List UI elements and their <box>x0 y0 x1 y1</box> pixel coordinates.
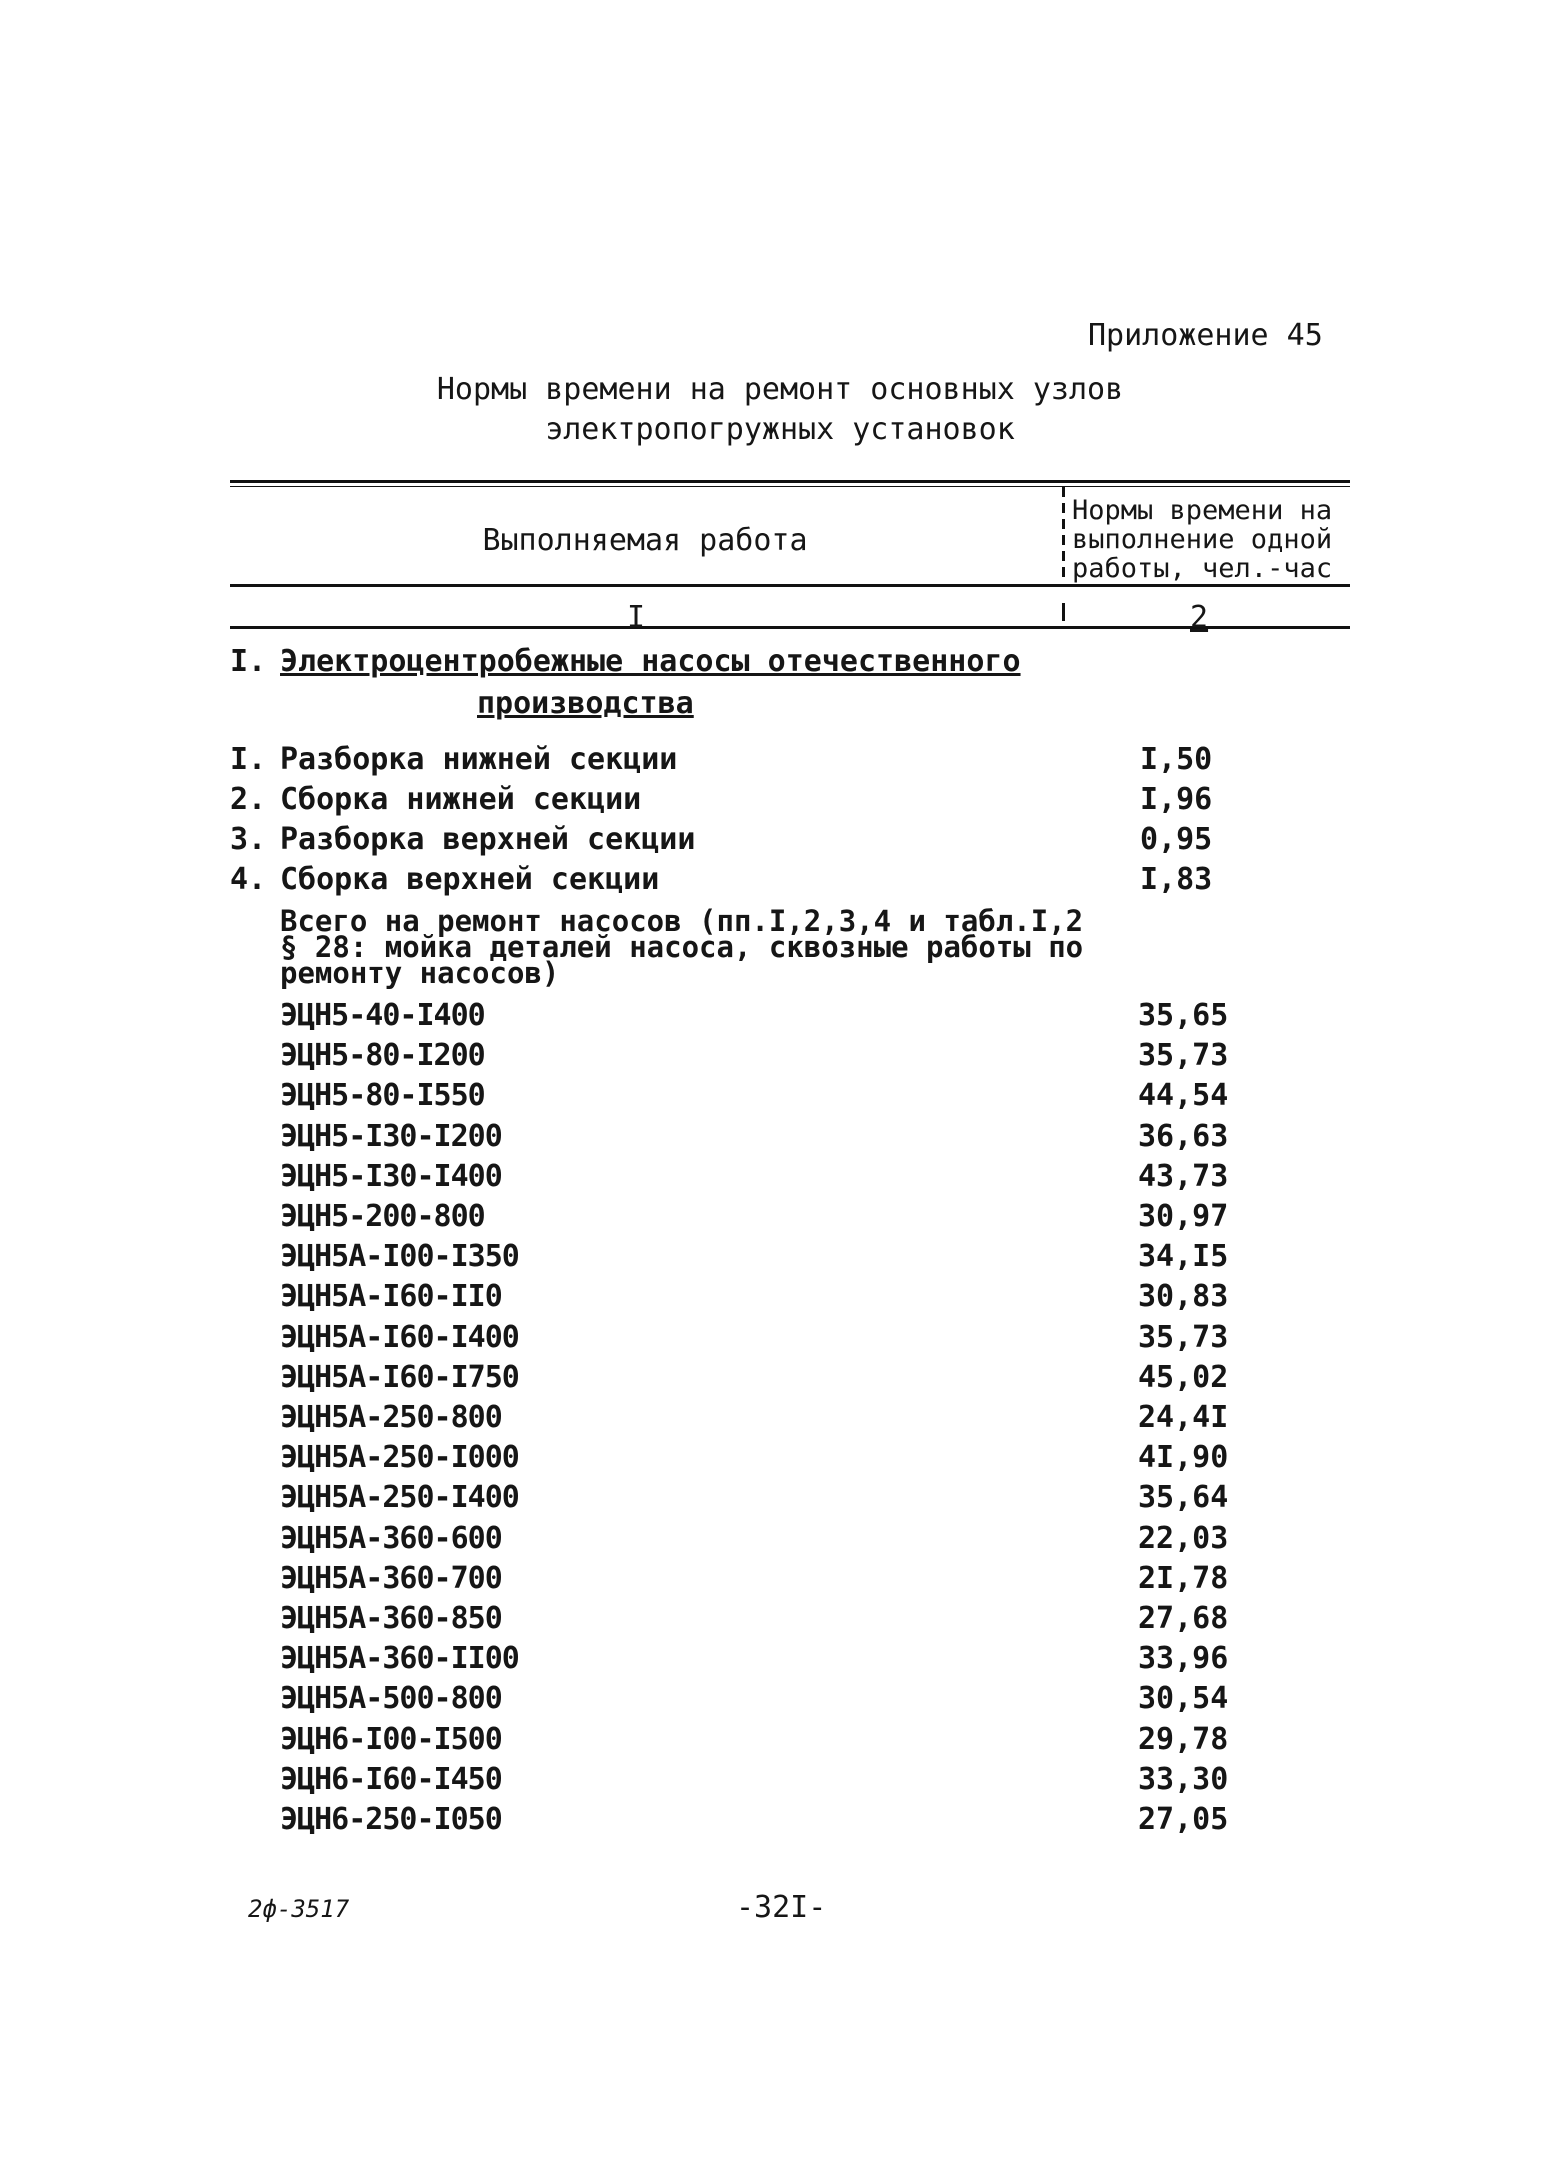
model-name: ЭЦН6-250-I050 <box>280 1802 502 1837</box>
model-value: 29,78 <box>1138 1722 1229 1757</box>
item-number: I. <box>230 742 267 777</box>
model-name: ЭЦН5А-360-600 <box>280 1521 502 1556</box>
work-item-row: I. Разборка нижней секции I,50 <box>230 742 1213 777</box>
model-value: 30,54 <box>1138 1681 1229 1716</box>
page-number: -32I- <box>736 1890 827 1925</box>
column-header-norms <box>1072 496 1352 583</box>
model-value: 33,96 <box>1138 1641 1229 1676</box>
section-number: I. <box>230 644 267 679</box>
model-value: 22,03 <box>1138 1521 1229 1556</box>
page-title-line-1: Нормы времени на ремонт основных узлов <box>436 372 1124 407</box>
work-item-row: 4. Сборка верхней секции I,83 <box>230 862 1213 897</box>
table-top-rule-thin <box>230 486 1350 487</box>
total-note <box>280 904 1084 990</box>
item-number: 2. <box>230 782 267 817</box>
column-divider-3 <box>1062 519 1065 529</box>
colnum-bottom-rule <box>230 626 1350 629</box>
model-name: ЭЦН5А-250-I400 <box>280 1480 519 1515</box>
model-name: ЭЦН5А-250-I000 <box>280 1440 519 1475</box>
model-name: ЭЦН5А-I60-II0 <box>280 1279 502 1314</box>
model-name: ЭЦН5-I30-I400 <box>280 1159 502 1194</box>
norms-header-line-3: работы, чел.-час <box>1072 553 1333 584</box>
model-name: ЭЦН5А-250-800 <box>280 1400 502 1435</box>
column-divider-2 <box>1062 503 1065 513</box>
model-value: 27,05 <box>1138 1802 1229 1837</box>
header-bottom-rule <box>230 584 1350 587</box>
model-name: ЭЦН5А-360-II00 <box>280 1641 519 1676</box>
column-divider-1 <box>1062 487 1065 497</box>
model-name: ЭЦН5-200-800 <box>280 1199 485 1234</box>
column-divider-7 <box>1062 603 1065 621</box>
model-name: ЭЦН5А-360-850 <box>280 1601 502 1636</box>
column-divider-6 <box>1062 567 1065 577</box>
work-item-row: 3. Разборка верхней секции 0,95 <box>230 822 1213 857</box>
item-label: Разборка верхней секции <box>280 822 696 857</box>
item-number: 3. <box>230 822 267 857</box>
model-value: 30,97 <box>1138 1199 1229 1234</box>
model-value: 35,73 <box>1138 1320 1229 1355</box>
model-value: 35,64 <box>1138 1480 1229 1515</box>
model-name: ЭЦН5-80-I550 <box>280 1078 485 1113</box>
page-title-line-2: электропогружных установок <box>545 412 1015 447</box>
model-value: 24,4I <box>1138 1400 1229 1435</box>
model-value: 2I,78 <box>1138 1561 1229 1596</box>
print-code: 2ф-3517 <box>248 1895 350 1923</box>
column-header-work: Выполняемая работа <box>482 523 808 558</box>
section-heading <box>230 642 1021 724</box>
total-note-line-2: § 28: мойка деталей насоса, сквозные работы по <box>280 930 1084 964</box>
item-number: 4. <box>230 862 267 897</box>
model-name: ЭЦН5-I30-I200 <box>280 1119 502 1154</box>
model-value: 35,65 <box>1138 998 1229 1033</box>
model-value: 33,30 <box>1138 1762 1229 1797</box>
total-note-line-3: ремонту насосов) <box>280 956 560 990</box>
model-name: ЭЦН5А-I00-I350 <box>280 1239 519 1274</box>
model-value: 34,I5 <box>1138 1239 1229 1274</box>
model-value: 35,73 <box>1138 1038 1229 1073</box>
model-name: ЭЦН5А-I60-I400 <box>280 1320 519 1355</box>
appendix-label: Приложение 45 <box>1088 318 1323 353</box>
item-label: Сборка верхней секции <box>280 862 660 897</box>
table-top-rule <box>230 480 1350 483</box>
work-item-row: 2. Сборка нижней секции I,96 <box>230 782 1213 817</box>
column-number-2: 2 <box>1190 600 1209 635</box>
column-divider-4 <box>1062 535 1065 545</box>
section-title-line-1: Электроцентробежные насосы отечественного <box>280 644 1021 679</box>
model-value: 43,73 <box>1138 1159 1229 1194</box>
model-value: 44,54 <box>1138 1078 1229 1113</box>
item-label: Разборка нижней секции <box>280 742 678 777</box>
item-label: Сборка нижней секции <box>280 782 642 817</box>
model-value: 4I,90 <box>1138 1440 1229 1475</box>
model-name: ЭЦН5А-I60-I750 <box>280 1360 519 1395</box>
column-number-1: I <box>627 600 646 635</box>
model-name: ЭЦН5А-360-700 <box>280 1561 502 1596</box>
model-value: 45,02 <box>1138 1360 1229 1395</box>
model-value: 27,68 <box>1138 1601 1229 1636</box>
model-name: ЭЦН6-I00-I500 <box>280 1722 502 1757</box>
section-title-line-2: производства <box>477 686 694 721</box>
column-divider-5 <box>1062 551 1065 561</box>
model-value: 30,83 <box>1138 1279 1229 1314</box>
model-name: ЭЦН5-40-I400 <box>280 998 485 1033</box>
model-name: ЭЦН5А-500-800 <box>280 1681 502 1716</box>
norms-header-line-2: выполнение одной <box>1072 524 1333 555</box>
model-value: 36,63 <box>1138 1119 1229 1154</box>
total-note-line-1: Всего на ремонт насосов (пп.I,2,3,4 и табл.I,2 <box>280 904 1084 938</box>
norms-header-line-1: Нормы времени на <box>1072 495 1333 526</box>
model-name: ЭЦН6-I60-I450 <box>280 1762 502 1797</box>
model-name: ЭЦН5-80-I200 <box>280 1038 485 1073</box>
